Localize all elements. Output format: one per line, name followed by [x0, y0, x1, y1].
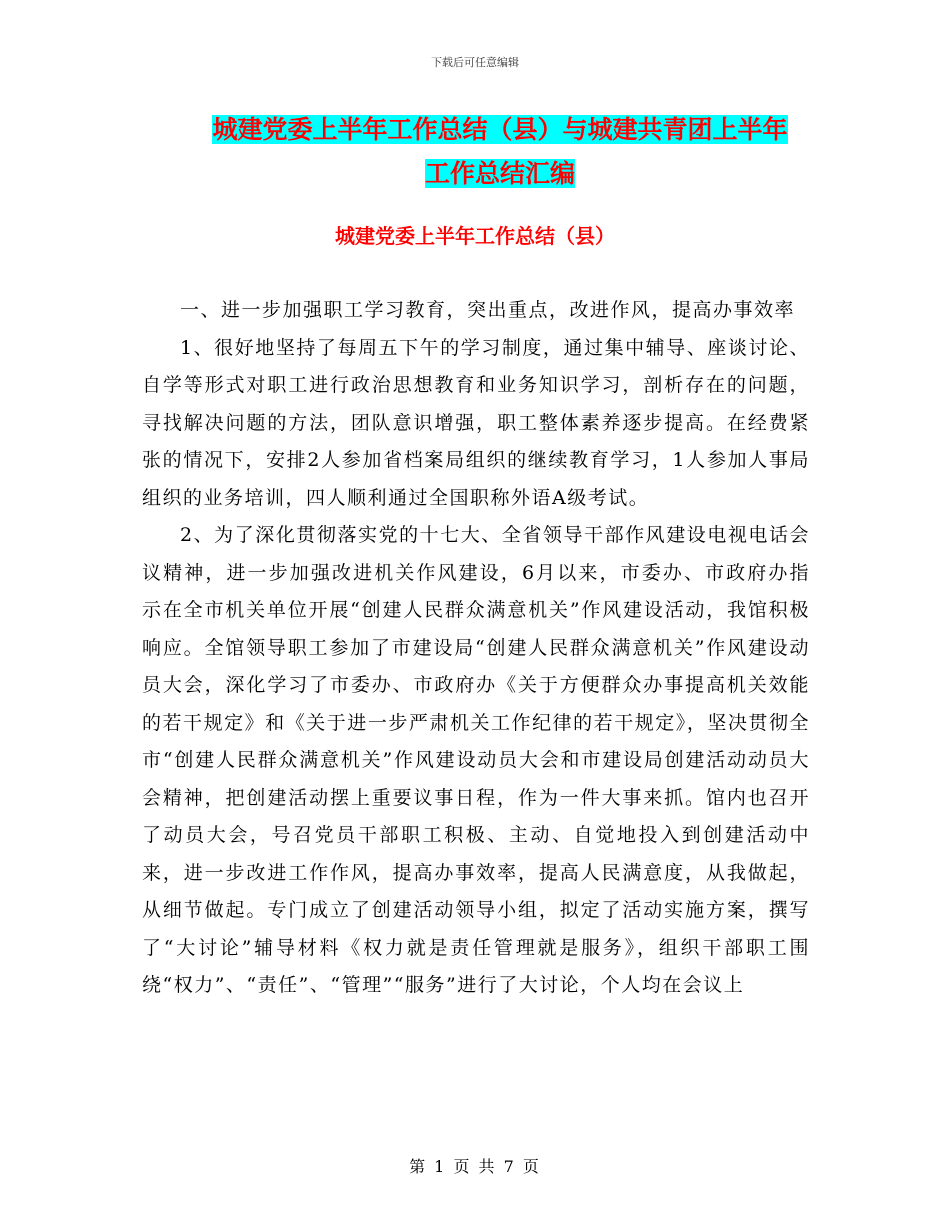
- document-title-line-2: 工作总结汇编: [424, 159, 575, 188]
- document-body: [142, 292, 810, 1005]
- section-title: 城建党委上半年工作总结（县）: [335, 224, 615, 248]
- document-title: [120, 108, 880, 196]
- page-footer: 第 1 页 共 7 页: [409, 1157, 541, 1176]
- paragraph: 1、很好地坚持了每周五下午的学习制度，通过集中辅导、座谈讨论、自学等形式对职工进行政治思想教育和业务知识学习，剖析存在的问题，寻找解决问题的方法，团队意识增强，职工整体素养逐步提高。在经费紧张的情况下，安排2人参加省档案局组织的继续教育学习，1人参加人事局组织的业务培训，四人顺利通过全国职称外语A级考试。: [142, 336, 810, 509]
- header-note: 下载后可任意编辑: [431, 56, 519, 69]
- document-title-line-1: 城建党委上半年工作总结（县）与城建共青团上半年: [212, 115, 788, 144]
- paragraph: 2、为了深化贯彻落实党的十七大、全省领导干部作风建设电视电话会议精神，进一步加强改进机关作风建设，6月以来，市委办、市政府办指示在全市机关单位开展“创建人民群众满意机关”作风建设活动，我馆积极响应。全馆领导职工参加了市建设局“创建人民群众满意机关”作风建设动员大会，深化学习了市委办、市政府办《关于方便群众办事提高机关效能的若干规定》和《关于进一步严肃机关工作纪律的若干规定》，坚决贯彻全市“创建人民群众满意机关”作风建设动员大会和市建设局创建活动动员大会精神，把创建活动摆上重要议事日程，作为一件大事来抓。馆内也召开了动员大会，号召党员干部职工积极、主动、自觉地投入到创建活动中来，进一步改进工作作风，提高办事效率，提高人民满意度，从我做起，从细节做起。专门成立了创建活动领导小组，拟定了活动实施方案，撰写了“大讨论”辅导材料《权力就是责任管理就是服务》，组织干部职工围绕“权力”、“责任”、“管理”“服务”进行了大讨论，个人均在会议上: [142, 524, 810, 996]
- paragraph: 一、进一步加强职工学习教育，突出重点，改进作风，提高办事效率: [180, 299, 796, 321]
